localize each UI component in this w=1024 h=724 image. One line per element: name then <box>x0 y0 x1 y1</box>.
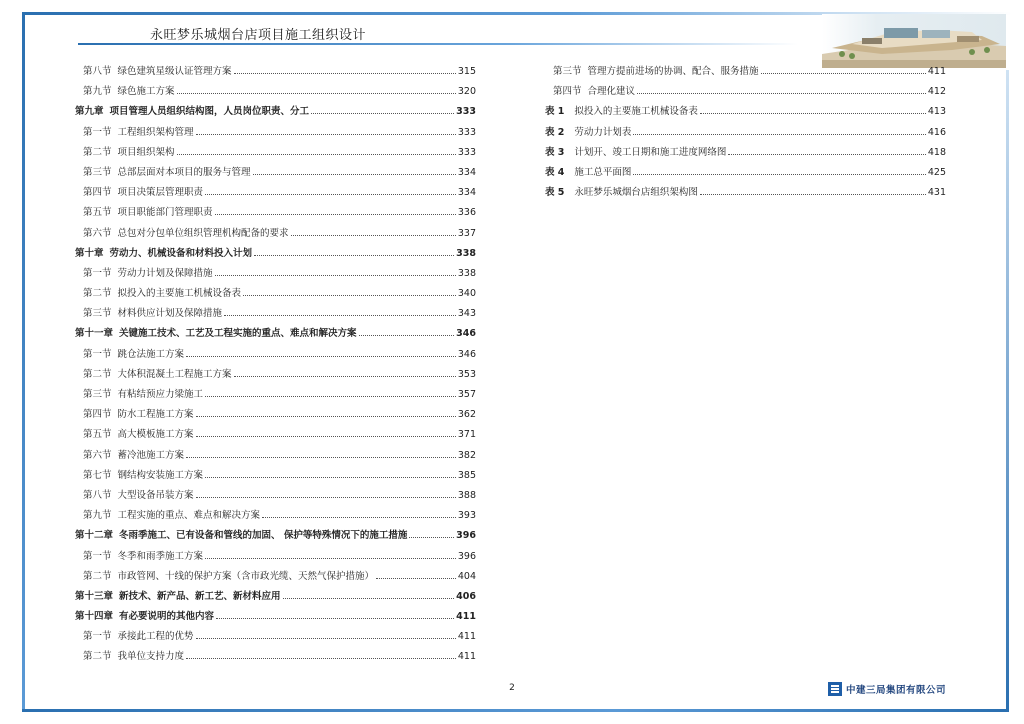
toc-entry-page: 343 <box>457 308 476 320</box>
toc-entry-title: 劳动力计划表 <box>574 126 632 138</box>
toc-entry-page: 333 <box>457 126 476 138</box>
toc-entry-number: 第六节 <box>83 449 112 461</box>
toc-entry-page: 334 <box>457 166 476 178</box>
toc-entry-page: 333 <box>456 106 476 118</box>
toc-entry[interactable] <box>75 101 476 121</box>
toc-entry-number: 第九章 <box>75 106 104 118</box>
toc-entry-number: 第七节 <box>83 469 112 481</box>
toc-entry[interactable] <box>75 303 476 323</box>
toc-entry-page: 396 <box>456 530 476 542</box>
toc-entry-page: 320 <box>457 86 476 98</box>
toc-entry-title: 绿色施工方案 <box>117 86 175 98</box>
toc-entry[interactable] <box>75 566 476 586</box>
toc-entry-number: 第八节 <box>83 66 112 77</box>
toc-entry-page: 393 <box>457 510 476 522</box>
toc-entry[interactable] <box>75 182 476 202</box>
toc-entry-page: 406 <box>456 590 476 602</box>
toc-entry-number: 第十四章 <box>75 611 114 623</box>
toc-dot-leader <box>196 485 456 498</box>
toc-entry[interactable] <box>75 485 476 505</box>
toc-entry-title: 绿色建筑星级认证管理方案 <box>117 66 232 77</box>
toc-entry-page: 346 <box>457 348 476 360</box>
toc-dot-leader <box>186 344 456 357</box>
toc-dot-leader <box>205 546 456 559</box>
toc-entry[interactable] <box>545 162 946 182</box>
page-frame-bottom <box>22 709 1009 712</box>
toc-dot-leader <box>234 364 456 377</box>
toc-entry-number: 第三节 <box>553 66 582 77</box>
toc-dot-leader <box>196 122 456 135</box>
toc-entry-page: 411 <box>457 651 476 663</box>
toc-entry-number: 表 4 <box>545 166 565 178</box>
toc-entry[interactable] <box>75 586 476 606</box>
toc-entry-page: 336 <box>457 207 476 219</box>
toc-entry-page: 340 <box>457 288 476 300</box>
toc-entry-number: 第九节 <box>83 86 112 98</box>
toc-entry-title: 管理方提前进场的协调、配合、服务措施 <box>587 66 759 77</box>
toc-entry-page: 418 <box>927 146 946 158</box>
toc-dot-leader <box>243 283 456 296</box>
toc-dot-leader <box>637 81 926 94</box>
toc-entry-number: 第一节 <box>83 550 112 562</box>
toc-entry-number: 第十三章 <box>75 590 114 602</box>
toc-entry-title: 市政管网、十线的保护方案（含市政光缆、天然气保护措施） <box>117 570 375 582</box>
toc-entry-number: 第十一章 <box>75 328 114 340</box>
toc-dot-leader <box>761 61 926 74</box>
toc-entry-number: 第一节 <box>83 267 112 279</box>
toc-entry-page: 333 <box>457 146 476 158</box>
toc-entry-title: 项目职能部门管理职责 <box>117 207 213 219</box>
toc-dot-leader <box>196 626 456 639</box>
toc-entry-page: 353 <box>457 368 476 380</box>
toc-entry-page: 431 <box>927 187 946 199</box>
toc-entry-number: 表 1 <box>545 106 565 118</box>
toc-entry-number: 第二节 <box>83 368 112 380</box>
toc-entry-title: 冬季和雨季施工方案 <box>117 550 204 562</box>
toc-dot-leader <box>186 445 456 458</box>
toc-dot-leader <box>215 263 456 276</box>
toc-entry[interactable] <box>75 646 476 666</box>
toc-entry-page: 362 <box>457 409 476 421</box>
toc-dot-leader <box>205 182 456 195</box>
toc-entry-number: 第六节 <box>83 227 112 239</box>
toc-entry-number: 第二节 <box>83 570 112 582</box>
toc-entry-number: 表 5 <box>545 187 565 199</box>
toc-entry[interactable] <box>75 606 476 626</box>
toc-entry-number: 表 2 <box>545 126 565 138</box>
toc-dot-leader <box>633 162 925 175</box>
toc-entry-page: 385 <box>457 469 476 481</box>
toc-entry-title: 拟投入的主要施工机械设备表 <box>574 106 698 118</box>
toc-entry-title: 施工总平面图 <box>574 166 632 178</box>
toc-right-column <box>545 61 946 202</box>
toc-entry-number: 第三节 <box>83 389 112 400</box>
toc-entry-number: 第八节 <box>83 489 112 501</box>
toc-entry[interactable] <box>75 505 476 525</box>
toc-entry[interactable] <box>545 182 946 202</box>
toc-entry-page: 346 <box>456 328 476 340</box>
toc-entry-title: 合理化建议 <box>587 86 636 98</box>
toc-entry-title: 有粘结预应力梁施工 <box>117 389 204 400</box>
company-footer <box>828 682 946 696</box>
toc-entry-number: 第十章 <box>75 247 104 259</box>
toc-entry-title: 拟投入的主要施工机械设备表 <box>117 288 242 300</box>
toc-entry[interactable] <box>75 525 476 545</box>
toc-entry-number: 第三节 <box>83 166 112 178</box>
toc-dot-leader <box>254 243 454 256</box>
toc-entry[interactable] <box>75 626 476 646</box>
toc-dot-leader <box>262 505 456 518</box>
toc-entry[interactable] <box>545 61 946 81</box>
document-title: 永旺梦乐城烟台店项目施工组织设计 <box>150 28 367 43</box>
toc-entry-number: 第九节 <box>83 510 112 522</box>
toc-left-column <box>75 61 476 667</box>
page-frame-right <box>1006 70 1009 712</box>
toc-dot-leader <box>196 404 456 417</box>
toc-dot-leader <box>359 323 455 336</box>
toc-entry[interactable] <box>75 384 476 404</box>
toc-dot-leader <box>177 81 456 94</box>
toc-entry[interactable] <box>545 101 946 121</box>
toc-entry-number: 第四节 <box>83 187 112 199</box>
toc-dot-leader <box>700 182 926 195</box>
toc-dot-leader <box>234 61 456 74</box>
toc-dot-leader <box>283 586 455 599</box>
toc-dot-leader <box>177 142 456 155</box>
toc-entry[interactable] <box>75 122 476 142</box>
toc-entry-title: 项目决策层管理职责 <box>117 187 204 199</box>
toc-entry-page: 413 <box>927 106 946 118</box>
toc-entry[interactable] <box>75 202 476 222</box>
toc-entry-page: 404 <box>457 570 476 582</box>
toc-entry-number: 第五节 <box>83 207 112 219</box>
toc-entry-title: 项目组织架构 <box>117 146 175 158</box>
toc-entry[interactable] <box>75 142 476 162</box>
toc-dot-leader <box>376 566 456 579</box>
toc-entry[interactable] <box>75 465 476 485</box>
toc-entry[interactable] <box>75 364 476 384</box>
toc-entry-title: 有必要说明的其他内容 <box>119 611 215 623</box>
toc-dot-leader <box>196 424 456 437</box>
toc-dot-leader <box>216 606 454 619</box>
company-logo-icon <box>828 682 842 696</box>
toc-entry-page: 382 <box>457 449 476 461</box>
toc-entry-page: 315 <box>457 66 476 77</box>
toc-entry-title: 新技术、新产品、新工艺、新材料应用 <box>119 590 281 602</box>
toc-dot-leader <box>409 525 454 538</box>
toc-entry-title: 钢结构安装施工方案 <box>117 469 204 481</box>
toc-entry-number: 第一节 <box>83 348 112 360</box>
toc-entry[interactable] <box>545 81 946 101</box>
toc-entry-page: 371 <box>457 429 476 441</box>
toc-entry-title: 劳动力、机械设备和材料投入计划 <box>109 247 253 259</box>
toc-entry-page: 337 <box>457 227 476 239</box>
toc-dot-leader <box>311 101 454 114</box>
toc-entry-title: 材料供应计划及保障措施 <box>117 308 223 320</box>
toc-entry-title: 大体积混凝土工程施工方案 <box>117 368 232 380</box>
toc-entry-number: 第二节 <box>83 651 112 663</box>
toc-entry-page: 396 <box>457 550 476 562</box>
toc-entry[interactable] <box>75 263 476 283</box>
toc-entry[interactable] <box>75 162 476 182</box>
toc-entry-page: 411 <box>457 631 476 643</box>
toc-dot-leader <box>700 101 926 114</box>
toc-entry-number: 表 3 <box>545 146 565 158</box>
toc-entry[interactable] <box>75 546 476 566</box>
toc-entry-number: 第四节 <box>553 86 582 98</box>
toc-entry[interactable] <box>75 81 476 101</box>
header-rule <box>78 43 798 45</box>
toc-entry-page: 357 <box>457 389 476 400</box>
toc-entry-number: 第二节 <box>83 288 112 300</box>
toc-entry-number: 第四节 <box>83 409 112 421</box>
toc-entry[interactable] <box>75 61 476 81</box>
page-number: 2 <box>509 683 515 693</box>
toc-dot-leader <box>224 303 456 316</box>
toc-entry-page: 425 <box>927 166 946 178</box>
toc-entry[interactable] <box>75 445 476 465</box>
toc-dot-leader <box>633 122 925 135</box>
company-name: 中建三局集团有限公司 <box>846 685 947 696</box>
toc-entry-page: 338 <box>457 267 476 279</box>
toc-entry-number: 第十二章 <box>75 530 114 542</box>
toc-entry-title: 冬雨季施工、已有设备和管线的加固、 保护等特殊情况下的施工措施 <box>119 530 408 542</box>
toc-entry-title: 承接此工程的优势 <box>117 631 194 643</box>
toc-entry-title: 跳仓法施工方案 <box>117 348 185 360</box>
toc-entry-page: 388 <box>457 489 476 501</box>
toc-entry-title: 高大模板施工方案 <box>117 429 194 441</box>
toc-entry-title: 防水工程施工方案 <box>117 409 194 421</box>
toc-entry[interactable] <box>75 243 476 263</box>
toc-entry-page: 334 <box>457 187 476 199</box>
page-frame-left <box>22 12 25 712</box>
toc-entry[interactable] <box>75 344 476 364</box>
toc-dot-leader <box>205 384 456 397</box>
toc-entry-page: 338 <box>456 247 476 259</box>
toc-entry[interactable] <box>75 323 476 343</box>
toc-entry-page: 416 <box>927 126 946 138</box>
toc-entry-page: 412 <box>927 86 946 98</box>
toc-dot-leader <box>205 465 456 478</box>
toc-dot-leader <box>253 162 456 175</box>
toc-entry-page: 411 <box>927 66 946 77</box>
toc-entry-number: 第五节 <box>83 429 112 441</box>
toc-entry-title: 总包对分包单位组织管理机构配备的要求 <box>117 227 289 239</box>
toc-entry-number: 第一节 <box>83 126 112 138</box>
toc-entry[interactable] <box>75 424 476 444</box>
toc-entry-number: 第二节 <box>83 146 112 158</box>
toc-entry[interactable] <box>75 223 476 243</box>
toc-entry[interactable] <box>545 122 946 142</box>
toc-entry-title: 劳动力计划及保障措施 <box>117 267 213 279</box>
toc-entry-title: 大型设备吊装方案 <box>117 489 194 501</box>
toc-entry-title: 关键施工技术、工艺及工程实施的重点、难点和解决方案 <box>119 328 357 340</box>
toc-entry-title: 工程组织架构管理 <box>117 126 194 138</box>
toc-entry-title: 项目管理人员组织结构图，人员岗位职责、分工 <box>109 106 310 118</box>
toc-entry[interactable] <box>545 142 946 162</box>
toc-dot-leader <box>291 223 456 236</box>
toc-entry-number: 第一节 <box>83 631 112 643</box>
toc-entry-page: 411 <box>456 611 476 623</box>
toc-entry-title: 我单位支持力度 <box>117 651 185 663</box>
toc-dot-leader <box>186 646 456 659</box>
building-rendering-image <box>822 14 1006 68</box>
toc-entry-title: 永旺梦乐城烟台店组织架构图 <box>574 187 698 199</box>
toc-entry-title: 计划开、竣工日期和施工进度网络图 <box>574 146 727 158</box>
toc-dot-leader <box>728 142 925 155</box>
toc-entry-title: 工程实施的重点、难点和解决方案 <box>117 510 261 522</box>
toc-entry-title: 总部层面对本项目的服务与管理 <box>117 166 251 178</box>
toc-entry[interactable] <box>75 283 476 303</box>
toc-entry-number: 第三节 <box>83 308 112 320</box>
toc-entry-title: 蓄冷池施工方案 <box>117 449 185 461</box>
toc-entry[interactable] <box>75 404 476 424</box>
toc-dot-leader <box>215 202 456 215</box>
